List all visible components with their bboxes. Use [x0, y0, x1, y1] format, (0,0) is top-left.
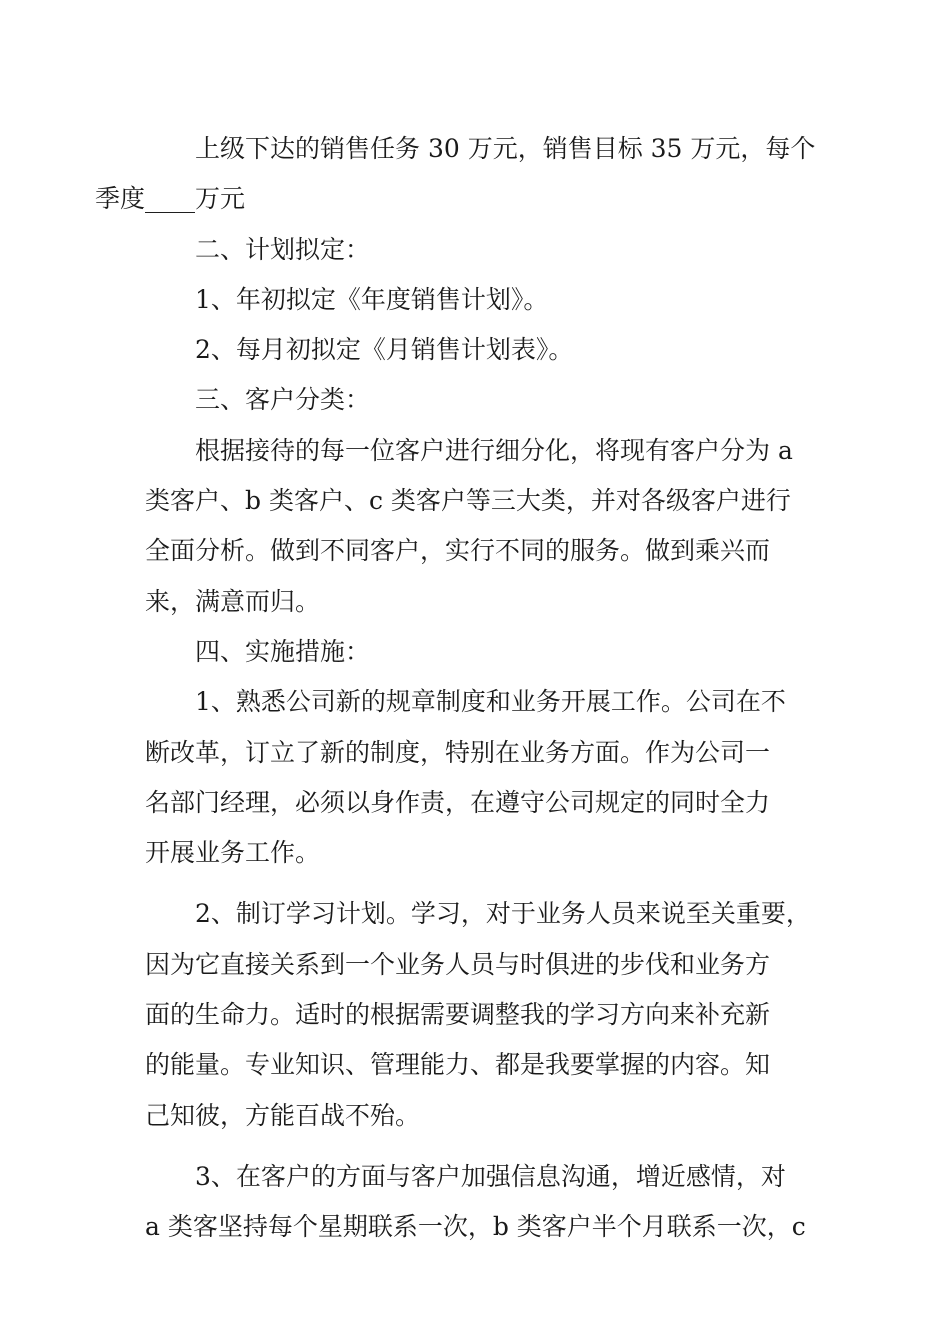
heading-customer-classification [145, 375, 811, 425]
text-line: 己知彼，方能百战不殆。 [145, 1100, 421, 1130]
paragraph-measure-1 [145, 677, 811, 878]
text-line: 断改革，订立了新的制度，特别在业务方面。作为公司一 [145, 737, 771, 767]
section-heading: 三、客户分类： [195, 385, 371, 415]
text-line: 类客户、b 类客户、c 类客户等三大类，并对各级客户进行 [145, 486, 791, 516]
paragraph-plan-item-1 [145, 275, 811, 325]
paragraph-spacer [145, 1141, 811, 1152]
paragraph-plan-item-2 [145, 325, 811, 375]
document-body [95, 124, 816, 1253]
text-line: 1、熟悉公司新的规章制度和业务开展工作。公司在不 [195, 687, 786, 717]
text-line: 1、年初拟定《年度销售计划》。 [195, 284, 549, 314]
paragraph-classification [145, 426, 811, 627]
heading-plan-drafting [145, 225, 811, 275]
text-line: 季度____万元 [95, 184, 246, 214]
paragraph-sales-target [95, 124, 816, 225]
paragraph-measure-2 [145, 889, 811, 1140]
text-line: 上级下达的销售任务 30 万元，销售目标 35 万元，每个 [195, 134, 816, 163]
text-line: 的能量。专业知识、管理能力、都是我要掌握的内容。知 [145, 1050, 771, 1080]
text-line: 根据接待的每一位客户进行细分化，将现有客户分为 a [195, 435, 793, 465]
text-line: 因为它直接关系到一个业务人员与时俱进的步伐和业务方 [145, 949, 771, 979]
section-heading: 二、计划拟定： [195, 234, 371, 264]
paragraph-spacer [145, 878, 811, 889]
text-line: 2、制订学习计划。学习，对于业务人员来说至关重要， [195, 899, 811, 929]
text-line: 3、在客户的方面与客户加强信息沟通，增近感情，对 [195, 1161, 786, 1191]
paragraph-measure-3 [145, 1152, 811, 1253]
text-line: 全面分析。做到不同客户，实行不同的服务。做到乘兴而 [145, 536, 771, 566]
text-line: 名部门经理，必须以身作责，在遵守公司规定的同时全力 [145, 787, 771, 817]
section-heading: 四、实施措施： [195, 636, 371, 666]
heading-implementation [145, 627, 811, 677]
text-line: 开展业务工作。 [145, 838, 321, 868]
text-line: a 类客坚持每个星期联系一次，b 类客户半个月联系一次，c [145, 1212, 806, 1242]
text-line: 来，满意而归。 [145, 586, 321, 616]
text-line: 面的生命力。适时的根据需要调整我的学习方向来补充新 [145, 1000, 771, 1030]
text-line: 2、每月初拟定《月销售计划表》。 [195, 335, 574, 365]
